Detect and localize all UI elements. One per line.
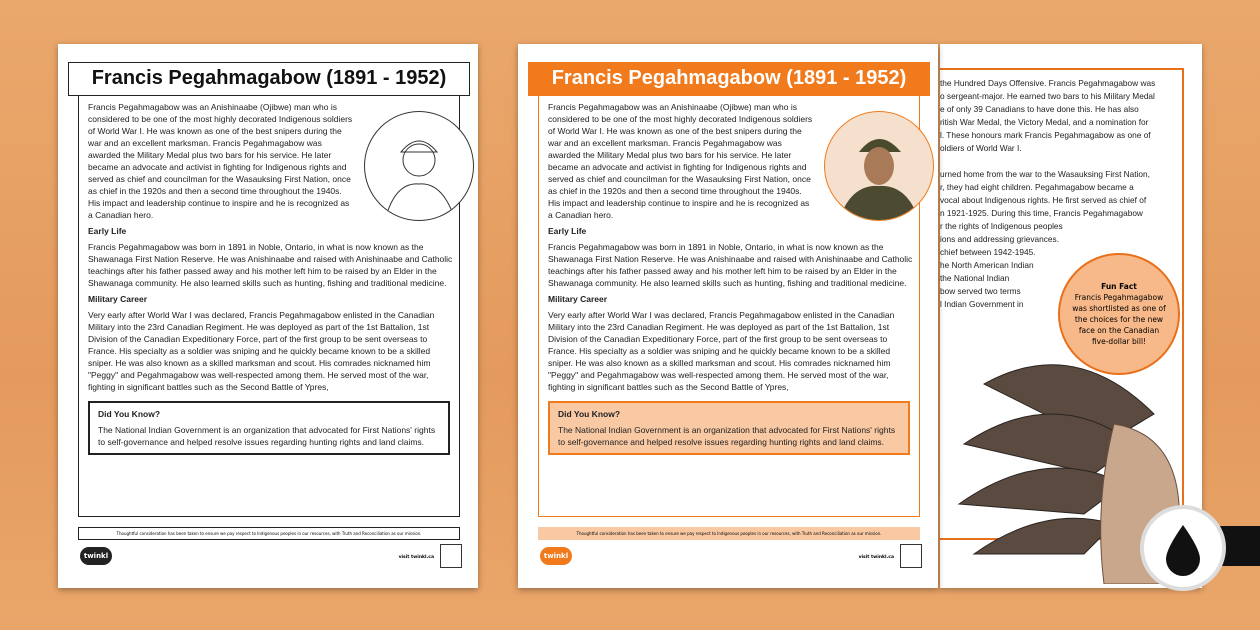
fun-fact-heading: Fun Fact bbox=[1101, 282, 1137, 291]
page-title: Francis Pegahmagabow (1891 - 1952) bbox=[528, 62, 930, 96]
back-text-line: urned home from the war to the Wasauksing First Nation, bbox=[940, 169, 1150, 179]
fun-fact-bubble bbox=[1058, 253, 1180, 375]
early-life-heading: Early Life bbox=[548, 226, 587, 236]
early-life-heading: Early Life bbox=[88, 226, 127, 236]
intro-text: Francis Pegahmagabow was an Anishinaabe (Ojibwe) man who is considered to be one of the most highly decorated Indigenous soldiers of World War I. He was known as one of the best snipers during the war and an excellent marksman. Francis Pegahmagabow was awarded the Military Medal plus two bars for his service. He later became an advocate and activist in fighting for Indigenous rights and served as chief and councilman for the Wasauksing First Nation, once as chief in the 1920s and then a second time throughout the 1940s. His impact and leadership continue to inspire and he is recognized as a Canadian hero. bbox=[88, 102, 353, 220]
back-text-line: n 1921-1925. During this time, Francis Pegahmagabow bbox=[940, 208, 1143, 218]
content-body bbox=[548, 101, 916, 455]
visit-link: visit twinkl.ca bbox=[858, 555, 894, 560]
visit-link: visit twinkl.ca bbox=[398, 555, 434, 560]
back-text-line: o sergeant-major. He earned two bars to his Military Medal bbox=[940, 91, 1155, 101]
back-text-line: vocal about Indigenous rights. He first served as chief of bbox=[940, 195, 1147, 205]
military-heading: Military Career bbox=[88, 294, 148, 304]
back-text-line: the National Indian bbox=[940, 273, 1010, 283]
back-text-line: he North American Indian bbox=[940, 260, 1034, 270]
badge-icon bbox=[440, 544, 462, 568]
footer-note: Thoughtful consideration has been taken to ensure we pay respect to Indigenous peoples in our resources, with Truth and Reconciliation as our mission. bbox=[538, 527, 920, 540]
back-text-line: bow served two terms bbox=[940, 286, 1021, 296]
early-life-text: Francis Pegahmagabow was born in 1891 in Noble, Ontario, in what is now known as the Shawanaga First Nation Reserve. He was Anishinaabe and raised with Anishinaabe and Catholic teachings after his father passed away and his mother left him to be raised by an Elder in the Shawanaga community. He also learned skills such as hunting, fishing and traditional medicine. bbox=[548, 242, 913, 288]
content-body bbox=[88, 101, 456, 455]
did-you-know-box bbox=[548, 401, 910, 455]
back-text-line: r the rights of Indigenous peoples bbox=[940, 221, 1063, 231]
early-life-text: Francis Pegahmagabow was born in 1891 in Noble, Ontario, in what is now known as the Shawanaga First Nation Reserve. He was Anishinaabe and raised with Anishinaabe and Catholic teachings after his father passed away and his mother left him to be raised by an Elder in the Shawanaga community. He also learned skills such as hunting, fishing and traditional medicine. bbox=[88, 242, 453, 288]
military-text: Very early after World War I was declared, Francis Pegahmagabow enlisted in the Canadian Military into the 23rd Canadian Regiment. He was deployed as part of the 1st Battalion, 1st Division of the Canadian Expeditionary Force, part of the first group to be sent overseas to France. His specialty as a soldier was sniping and he quickly became known to be a skilled sniper. He was also known as a skilled marksman and scout. His comrades nicknamed him "Peggy" and Pegahmagabow was well-respected among them. He served most of the war, fighting in significant battles such as the Second Battle of Ypres, bbox=[548, 310, 895, 392]
worksheet-bw bbox=[58, 44, 478, 588]
did-you-know-heading: Did You Know? bbox=[98, 409, 161, 419]
back-text-line: r, they had eight children. Pegahmagabow became a bbox=[940, 182, 1134, 192]
badge-icon bbox=[900, 544, 922, 568]
back-text-line: the Hundred Days Offensive. Francis Pegahmagabow was bbox=[940, 78, 1156, 88]
back-text-line: ritish War Medal, the Victory Medal, and a nomination for bbox=[940, 117, 1149, 127]
footer-note: Thoughtful consideration has been taken to ensure we pay respect to Indigenous peoples in our resources, with Truth and Reconciliation as our mission. bbox=[78, 527, 460, 540]
twinkl-logo: twinkl bbox=[80, 547, 112, 565]
did-you-know-text: The National Indian Government is an organization that advocated for First Nations' rights to self-governance and helped resolve issues regarding hunting rights and land claims. bbox=[558, 425, 896, 447]
back-text-line: l Indian Government in bbox=[940, 299, 1024, 309]
military-text: Very early after World War I was declared, Francis Pegahmagabow enlisted in the Canadian Military into the 23rd Canadian Regiment. He was deployed as part of the 1st Battalion, 1st Division of the Canadian Expeditionary Force, part of the first group to be sent overseas to France. His specialty as a soldier was sniping and he quickly became known to be a skilled sniper. He was also known as a skilled marksman and scout. His comrades nicknamed him "Peggy" and Pegahmagabow was well-respected among them. He served most of the war, fighting in significant battles such as the Second Battle of Ypres, bbox=[88, 310, 435, 392]
worksheet-color bbox=[518, 44, 938, 588]
intro-text: Francis Pegahmagabow was an Anishinaabe (Ojibwe) man who is considered to be one of the most highly decorated Indigenous soldiers of World War I. He was known as one of the best snipers during the war and an excellent marksman. Francis Pegahmagabow was awarded the Military Medal plus two bars for his service. He later became an advocate and activist in fighting for Indigenous rights and served as chief and councilman for the Wasauksing First Nation, once as chief in the 1920s and then a second time throughout the 1940s. His impact and leadership continue to inspire and he is recognized as a Canadian hero. bbox=[548, 102, 813, 220]
did-you-know-text: The National Indian Government is an organization that advocated for First Nations' rights to self-governance and helped resolve issues regarding hunting rights and land claims. bbox=[98, 425, 436, 447]
back-text-line: l. These honours mark Francis Pegahmagabow as one of bbox=[940, 130, 1151, 140]
back-text-line: chief between 1942-1945. bbox=[940, 247, 1036, 257]
fun-fact-text: Francis Pegahmagabow was shortlisted as one of the choices for the new face on the Canadian five-dollar bill! bbox=[1072, 293, 1166, 346]
ink-drop-icon[interactable] bbox=[1140, 505, 1226, 591]
back-text-line: oldiers of World War I. bbox=[940, 143, 1022, 153]
did-you-know-heading: Did You Know? bbox=[558, 409, 621, 419]
did-you-know-box bbox=[88, 401, 450, 455]
back-text-line: e of only 39 Canadians to have done this. He has also bbox=[940, 104, 1139, 114]
back-text-line: ions and addressing grievances. bbox=[940, 234, 1059, 244]
page-title: Francis Pegahmagabow (1891 - 1952) bbox=[68, 62, 470, 96]
worksheet-back-page bbox=[940, 44, 1202, 588]
military-heading: Military Career bbox=[548, 294, 608, 304]
twinkl-logo: twinkl bbox=[540, 547, 572, 565]
